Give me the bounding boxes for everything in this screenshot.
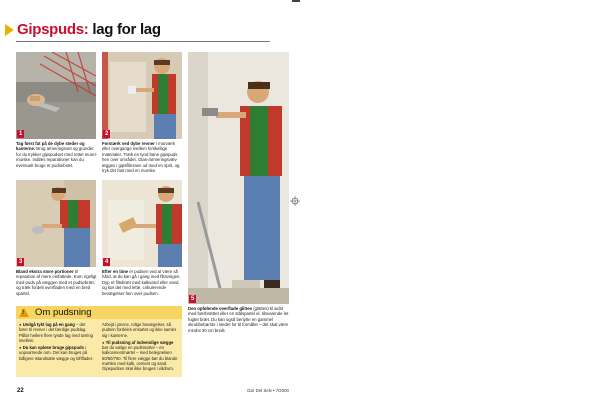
step-caption-2-text: i murværk eller overgange mellem forskellige materialer. Træk en tynd bane gipspuds hen over området. Glas-/armeringsvæv ægges i gipsfilleraen ud med en sprit, og tryk det fast med en murske. (102, 141, 180, 174)
step-caption-2-lead: Forstærk ved dybe revner (102, 141, 155, 146)
magazine-footer: Gør Det Selv • 7/2000 (247, 388, 289, 393)
step-photo-2 (102, 52, 182, 139)
warning-icon (19, 308, 29, 317)
step-caption-4 (102, 269, 184, 296)
step-photo-1 (16, 52, 96, 139)
list-item: ● Undgå tykt lag på en gang – det fører til revner i det færdige pudslag. Påfør hellere flere tynde lag med tørring imellem. (19, 322, 94, 343)
step-caption-5-lead: Den opfølende overflade glittes (188, 306, 252, 311)
list-item: ● Du kan opløse bruge gipspuds i uopvarmede rum. Det kan bruges på tidligere istandsatte vægge og loftflader. (19, 345, 94, 361)
step-photo-4 (102, 180, 182, 267)
tip-box-column-left (19, 322, 95, 361)
step-caption-1 (16, 141, 98, 168)
tip-box-column-right (102, 322, 178, 372)
step-caption-3-text: til reparation af mere omfattede. Kom rigeligt med puds på væggen med et pudsebræt, og træk fordelt overfladen med en bred spartel. (16, 269, 97, 296)
page-edge-marker (292, 0, 300, 2)
article-title-accent: Gipspuds: (17, 21, 89, 38)
step-photo-5 (188, 52, 289, 304)
list-item: ● Til pudsning af indvendige vægge bør du vælge en pudsmørtel – en kalkcementmørtel – med betegnelsen 50/50/750. Til flere vægge bør du blande mørtlen med kalk, cement og sand. Gipspudsen skal ikke bruges i vådrum. (102, 339, 178, 372)
step-number-badge: 4 (105, 259, 109, 265)
arrow-icon (5, 24, 14, 36)
step-caption-4-lead: Efter en time (102, 269, 129, 274)
registration-mark-icon (290, 196, 300, 206)
tip-box-body (16, 319, 182, 377)
step-number-badge: 2 (105, 131, 109, 137)
tip-box-title: Om pudsning (35, 307, 92, 318)
step-caption-3 (16, 269, 98, 296)
article-title-rest: lag for lag (88, 21, 161, 38)
step-caption-1-text: Brug armeringsnet og grundér, for du trykker gipspudset med rettet murermurske. Indlæs reparationer kan du eventuelt bruge et pudsebræt. (16, 146, 98, 168)
header-divider (16, 41, 270, 42)
step-number-badge: 3 (19, 259, 23, 265)
step-caption-3-lead: Bland ekstra store portioner (16, 269, 74, 274)
step-number-badge: 5 (191, 296, 195, 302)
tip-box-header: ! Om pudsning (16, 306, 182, 319)
page-number: 22 (17, 388, 24, 394)
step-caption-2 (102, 141, 184, 173)
step-caption-4-text: er pudsen ved at være så hård, at du kan gå i gang med filtsvingen. Dyp et filtsbræt med kalkvand eller vand, og kør det med lette, cirkulerende bevægelser hen over pudsen. (102, 269, 181, 296)
step-caption-5 (188, 306, 292, 333)
step-caption-1-lead: Tag først fat på de dybe steder og kanterne. (16, 141, 85, 152)
list-item: Arbejd i jævne, rolige bevægelser, så pudsen fordeles ensartet og ikke samler sig i kanterne. (102, 322, 177, 338)
step-number-badge: 1 (19, 131, 23, 137)
article-title (17, 21, 161, 38)
step-photo-3 (16, 180, 96, 267)
step-caption-5-text: (glättes) til sidst med bærbrættet eller en stålspartel el. tilsvarende let fugtet bræt. Du kan også benytte en gammel skrubbebørste i stedet for til formålet – det skal være mindst 30 cm bredt. (188, 306, 289, 333)
